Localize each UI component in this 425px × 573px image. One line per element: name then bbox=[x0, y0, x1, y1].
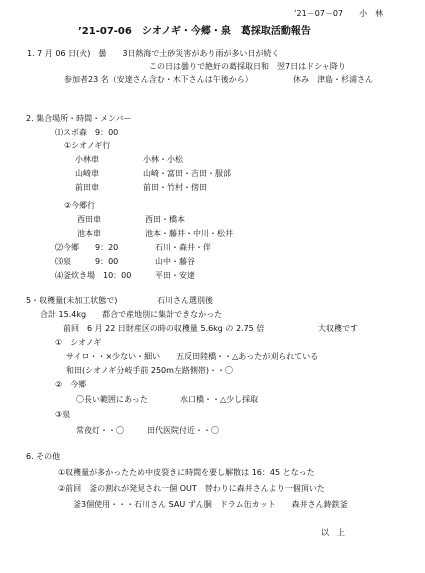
section5-shionogi-line1: サイロ・・×少ない・細い 五反田陸橋・・△あったが刈られている bbox=[66, 352, 319, 361]
car-nishida: 西田車 bbox=[77, 215, 101, 224]
section2-imagou: ②今郷行 bbox=[64, 201, 96, 210]
section5-izumi-line2: 田代医院付近・・〇 bbox=[147, 426, 219, 435]
section2-spomori: ⑴スポ森 9：00 bbox=[55, 128, 119, 137]
section6-note1: ①収穫量が多かったため中皮裂きに時間を要し解散は 16：45 となった bbox=[58, 468, 315, 477]
section5-izumi-heading: ③泉 bbox=[55, 410, 71, 419]
section5-big-harvest: 大収穫です bbox=[318, 324, 358, 333]
section5-izumi-line1: 常夜灯・・〇 bbox=[76, 426, 124, 435]
car-ikemoto-members: 池本・藤井・中川・松井 bbox=[145, 229, 233, 238]
section5-imagou-line2: 水口橋・・△少し採取 bbox=[180, 395, 259, 404]
section6-closing: 以 上 bbox=[321, 528, 345, 537]
section6-note2: ②前回 釜の割れが発見され一個 OUT 替わりに森井さんより一個頂いた bbox=[58, 484, 325, 493]
group-imagou-members: 石川・森井・伴 bbox=[155, 243, 211, 252]
car-nishida-members: 西田・橋本 bbox=[145, 215, 185, 224]
report-title: ’21-07-06 シオノギ・今郷・泉 葛採取活動報告 bbox=[78, 26, 311, 37]
car-ikemoto: 池本車 bbox=[77, 229, 101, 238]
car-yamazaki: 山崎車 bbox=[75, 169, 99, 178]
group-izumi-members: 山中・藤谷 bbox=[155, 257, 195, 266]
report-date-author: ’21－07－07 小 林 bbox=[294, 9, 384, 18]
car-maeda: 前田車 bbox=[75, 183, 99, 192]
car-kobayashi-members: 小林・小松 bbox=[143, 155, 183, 164]
car-yamazaki-members: 山崎・富田・吉田・服部 bbox=[143, 169, 231, 178]
section6-note3: 釜3個使用・・・石川さん SAU ずん胴 ドラム缶カット 森井さん鋳鉄釜 bbox=[73, 500, 348, 509]
group-izumi: ⑶泉 9：00 bbox=[55, 257, 119, 266]
section5-imagou-heading: ② 今郷 bbox=[55, 380, 87, 389]
section5-heading: 5・収穫量(未加工状態で) bbox=[26, 296, 118, 305]
section5-shionogi-heading: ① シオノギ bbox=[55, 338, 102, 347]
section5-previous: 前回 6 月 22 日財産区の時の収穫量 5.6kg の 2.75 倍 bbox=[63, 324, 265, 333]
section6-heading: 6. その他 bbox=[26, 452, 61, 461]
group-kamadaki-members: 平田・安達 bbox=[155, 271, 195, 280]
section1-line2: この日は曇りで絶好の葛採取日和 翌7日はドシャ降り bbox=[149, 62, 346, 71]
car-kobayashi: 小林車 bbox=[75, 155, 99, 164]
section2-shionogi: ①シオノギ行 bbox=[64, 141, 111, 150]
section1-absent: 休み 津島・杉浦さん bbox=[293, 75, 373, 84]
group-kamadaki: ⑷釜炊き場 10：00 bbox=[55, 271, 132, 280]
section5-imagou-line1: 〇長い範囲にあった bbox=[76, 395, 148, 404]
group-imagou: ⑵今郷 9：20 bbox=[55, 243, 119, 252]
section5-heading-note: 石川さん選別後 bbox=[157, 296, 213, 305]
section1-line1: 1. 7 月 06 日(火) 曇 3日熱海で土砂災害があり雨が多い日が続く bbox=[27, 49, 280, 58]
section5-shionogi-line2: 和田(シオノギ分岐手前 250m左路側帯)・・〇 bbox=[66, 366, 234, 375]
section2-heading: 2. 集合場所・時間・メンバー bbox=[26, 114, 132, 123]
car-maeda-members: 前田・竹村・傍田 bbox=[143, 183, 207, 192]
section5-total: 合計 15.4kg 都合で産地別に集計できなかった bbox=[40, 310, 223, 319]
section1-participants: 参加者23 名（安達さん含む・木下さんは午後から） bbox=[64, 75, 253, 84]
